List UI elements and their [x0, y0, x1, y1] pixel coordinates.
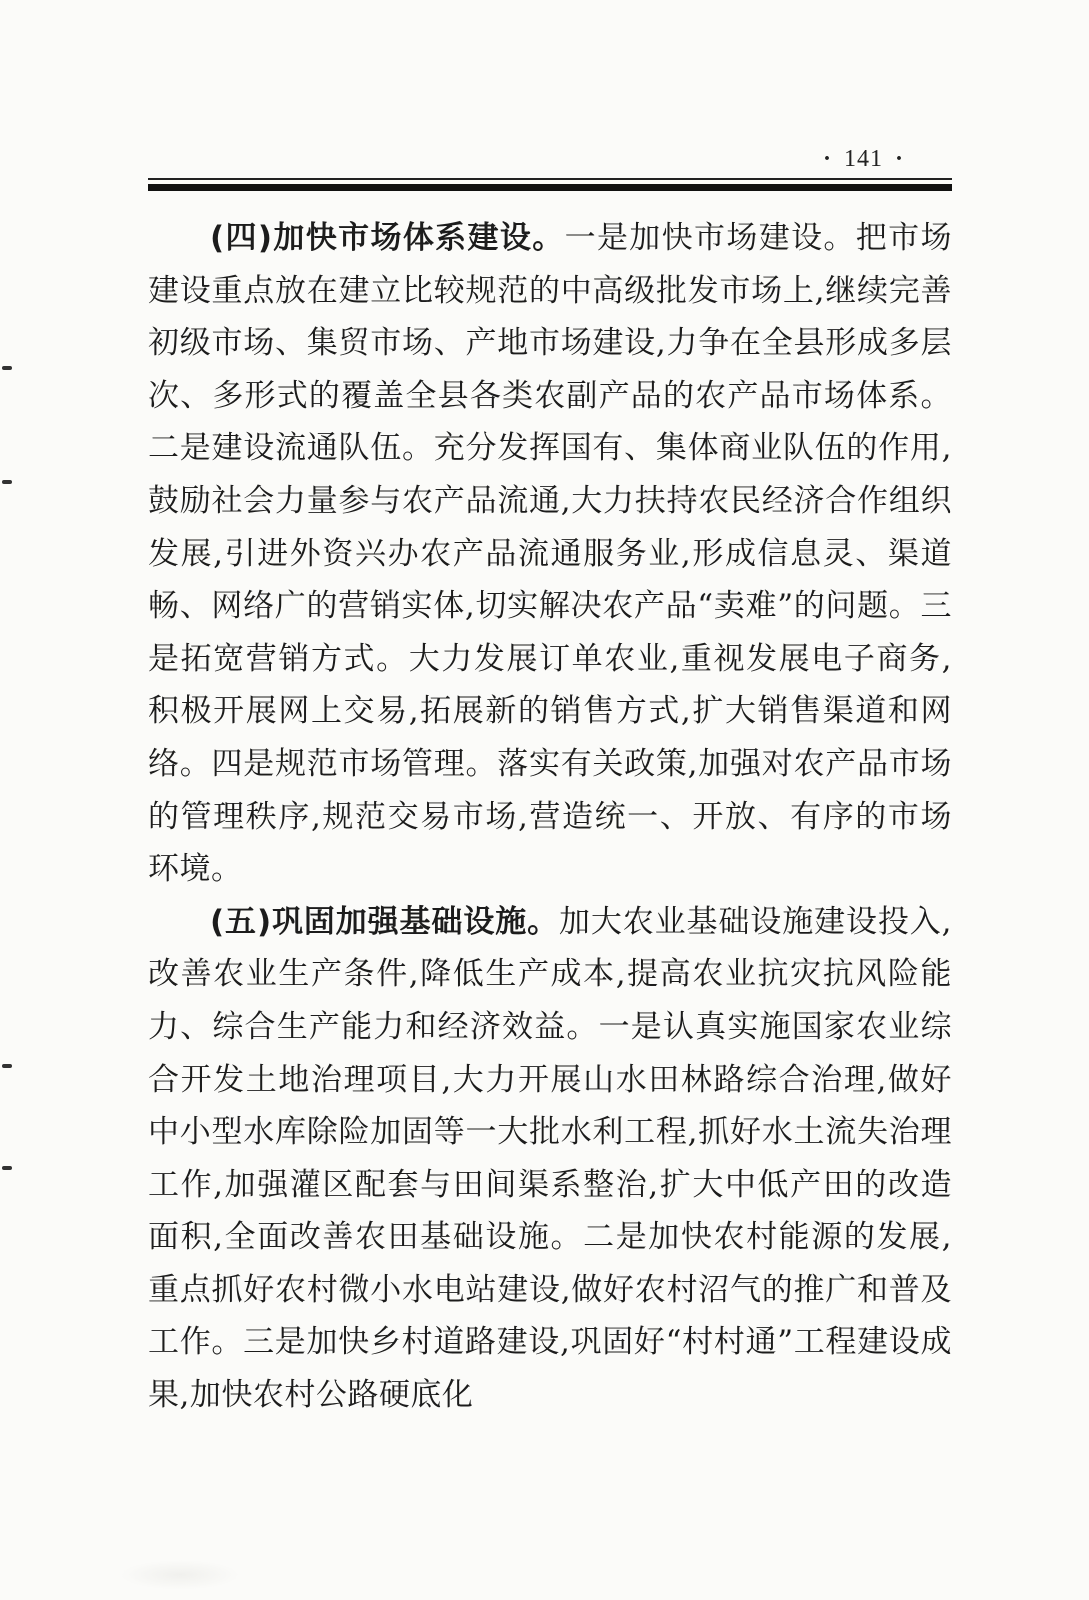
margin-mark — [2, 366, 12, 370]
margin-mark — [2, 1166, 12, 1170]
page-number-dot-left: · — [822, 146, 832, 172]
body-text — [148, 212, 952, 1422]
margin-mark — [2, 480, 12, 484]
page-header — [148, 140, 952, 194]
paragraph-market-system — [148, 212, 952, 896]
paragraph-text: 加大农业基础设施建设投入,改善农业生产条件,降低生产成本,提高农业抗灾抗风险能力、综合生产能力和经济效益。一是认真实施国家农业综合开发土地治理项目,大力开展山水田林路综合治理,做好中小型水库除险加固等一大批水利工程,抓好水土流失治理工作,加强灌区配套与田间渠系整治,扩大中低产田的改造面积,全面改善农田基础设施。二是加快农村能源的发展,重点抓好农村微小水电站建设,做好农村沼气的推广和普及工作。三是加快乡村道路建设,巩固好“村村通”工程建设成果,加快农村公路硬底化 — [148, 903, 952, 1414]
page-number-value: 141 — [843, 146, 883, 172]
header-rule-thin — [148, 178, 952, 180]
margin-mark — [2, 1064, 12, 1068]
paragraph-infrastructure — [148, 896, 952, 1422]
paragraph-heading: (五)巩固加强基础设施。 — [210, 903, 559, 940]
page-number — [811, 146, 916, 173]
paragraph-text: 一是加快市场建设。把市场建设重点放在建立比较规范的中高级批发市场上,继续完善初级市场、集贸市场、产地市场建设,力争在全县形成多层次、多形式的覆盖全县各类农副产品的农产品市场体系。二是建设流通队伍。充分发挥国有、集体商业队伍的作用,鼓励社会力量参与农产品流通,大力扶持农民经济合作组织发展,引进外资兴办农产品流通服务业,形成信息灵、渠道畅、网络广的营销实体,切实解决农产品“卖难”的问题。三是拓宽营销方式。大力发展订单农业,重视发展电子商务,积极开展网上交易,拓展新的销售方式,扩大销售渠道和网络。四是规范市场管理。落实有关政策,加强对农产品市场的管理秩序,规范交易市场,营造统一、开放、有序的市场环境。 — [148, 220, 952, 888]
paragraph-heading: (四)加快市场体系建设。 — [210, 220, 565, 256]
page-number-dot-right: · — [894, 146, 904, 172]
header-rule-thick — [148, 184, 952, 191]
paper-stain — [120, 1560, 240, 1590]
